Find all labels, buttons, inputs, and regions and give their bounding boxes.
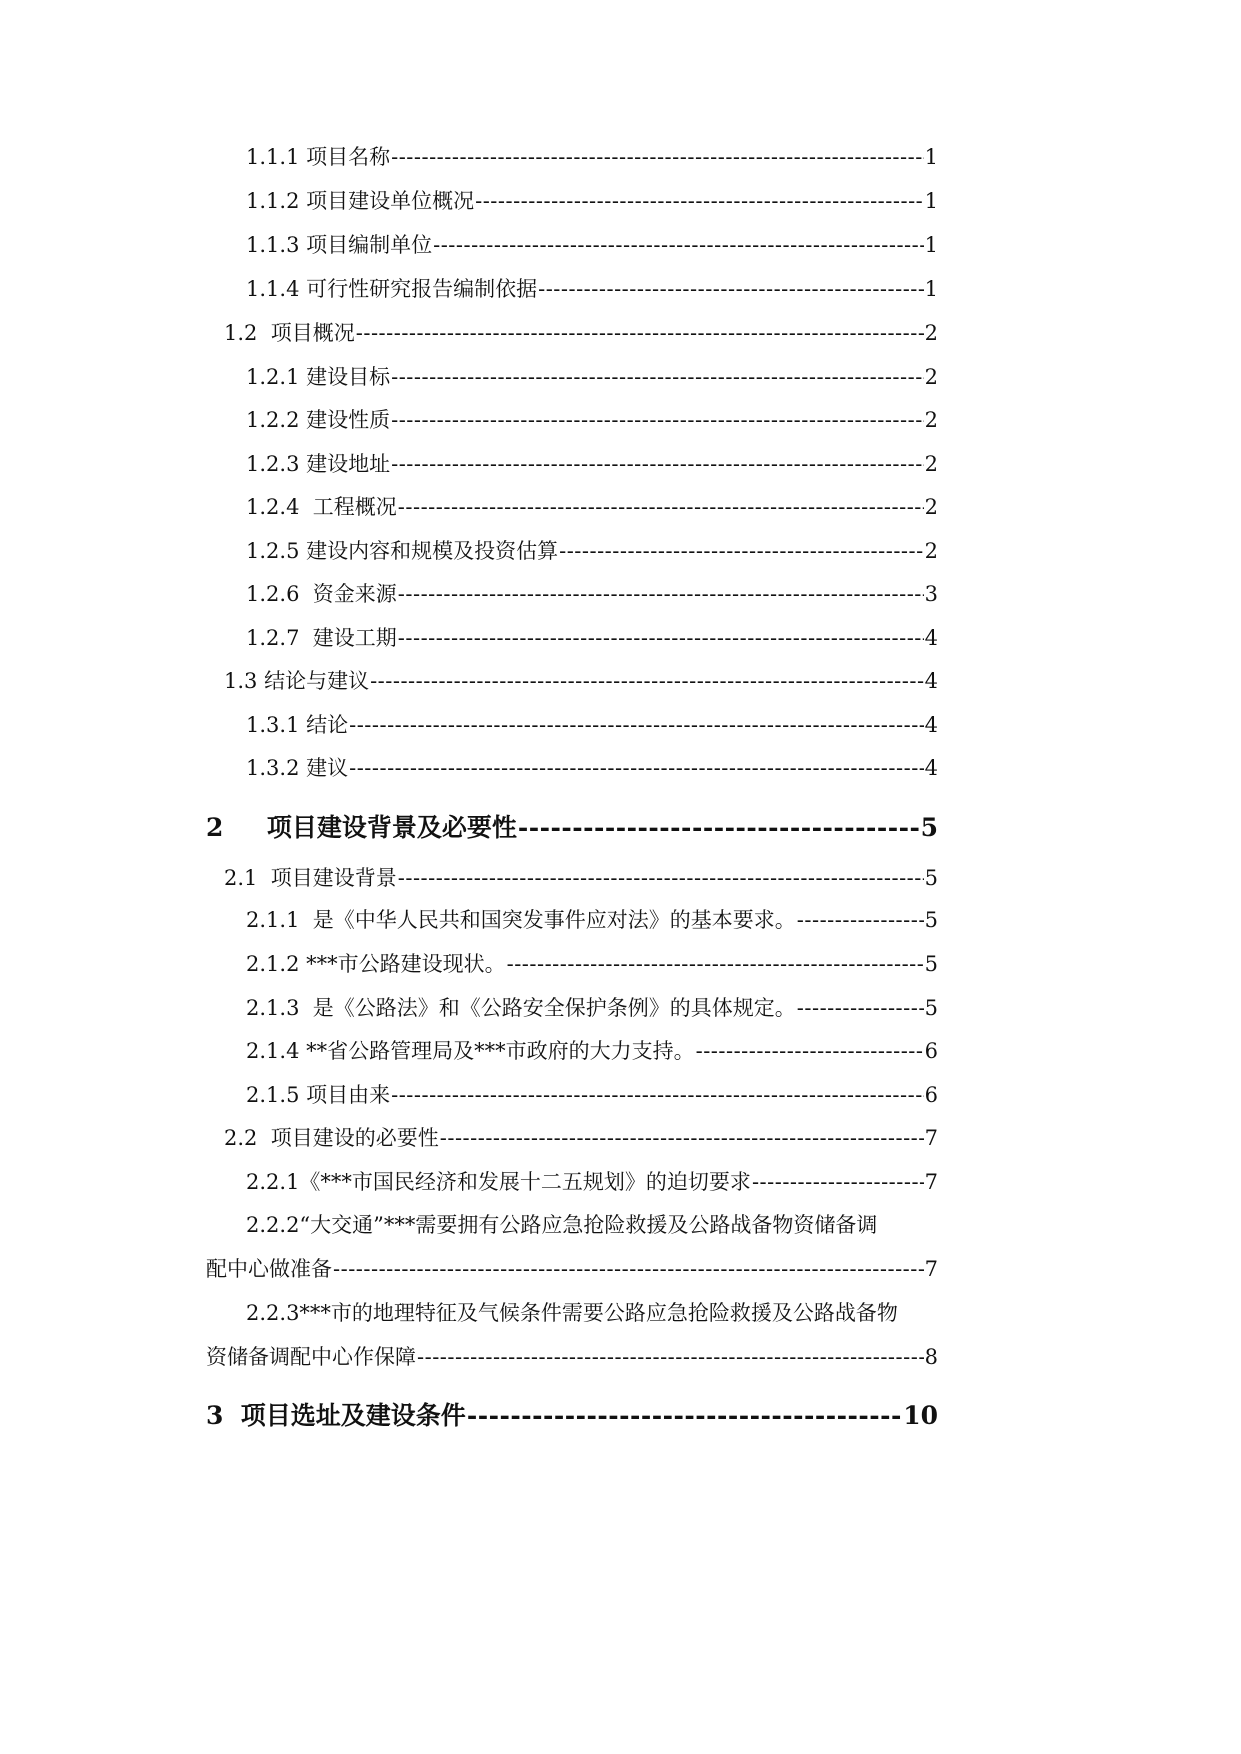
- toc-entry-2-1-1[interactable]: [246, 910, 938, 931]
- toc-entry-2-1-4[interactable]: [246, 1041, 938, 1062]
- toc-page-number: 1: [924, 233, 938, 257]
- toc-page-number: 7: [924, 1170, 938, 1194]
- toc-leader-dashes: [398, 584, 924, 605]
- toc-leader-dashes: [398, 497, 924, 518]
- toc-page-number: 2: [924, 495, 938, 519]
- toc-entry-1-2-5[interactable]: [246, 541, 938, 562]
- toc-entry-1-2-7[interactable]: [246, 628, 938, 649]
- toc-entry-2-1-3[interactable]: [246, 998, 938, 1019]
- toc-page-number: 6: [924, 1083, 938, 1107]
- toc-entry-title: 1.1.2 项目建设单位概况: [246, 189, 475, 213]
- toc-entry-title: 2.1.3 是《公路法》和《公路安全保护条例》的具体规定。: [246, 996, 796, 1020]
- toc-leader-dashes: [391, 1085, 924, 1106]
- toc-entry-2-2[interactable]: [224, 1128, 938, 1149]
- toc-entry-chapter-2[interactable]: [206, 815, 938, 840]
- toc-entry-1-2-4[interactable]: [246, 497, 938, 518]
- toc-entry-2-2-3-first-line[interactable]: 2.2.3***市的地理特征及气候条件需要公路应急抢险救援及公路战备物: [246, 1301, 898, 1325]
- toc-page-number: 6: [924, 1039, 938, 1063]
- toc-leader-dashes: [797, 998, 924, 1019]
- toc-entry-title: 1.2 项目概况: [224, 321, 355, 345]
- toc-page-number: 2: [924, 452, 938, 476]
- toc-leader-dashes: [391, 367, 924, 388]
- toc-entry-title: 1.2.2 建设性质: [246, 408, 391, 432]
- toc-leader-dashes: [559, 541, 924, 562]
- toc-entry-title: 1.3.2 建议: [246, 756, 349, 780]
- toc-entry-title: 1.3.1 结论: [246, 713, 349, 737]
- toc-entry-title: 1.1.3 项目编制单位: [246, 233, 433, 257]
- toc-leader-dashes: [398, 868, 924, 889]
- toc-page-number: 7: [924, 1126, 938, 1150]
- toc-entry-2-2-1[interactable]: [246, 1172, 938, 1193]
- toc-page-number: 4: [924, 626, 938, 650]
- toc-leader-dashes: [433, 235, 924, 256]
- toc-page-number: 4: [924, 713, 938, 737]
- toc-page-number: 10: [903, 1401, 938, 1430]
- toc-leader-dashes: [349, 758, 924, 779]
- toc-entry-continuation: 资储备调配中心作保障: [206, 1345, 416, 1369]
- toc-leader-dashes: [356, 323, 924, 344]
- toc-entry-title: 1.3 结论与建议: [224, 669, 370, 693]
- toc-page-number: 4: [924, 669, 938, 693]
- toc-page-number: 2: [924, 321, 938, 345]
- toc-entry-2-1-5[interactable]: [246, 1085, 938, 1106]
- toc-entry-1-1-4[interactable]: [246, 279, 938, 300]
- toc-entry-2-1[interactable]: [224, 868, 938, 889]
- toc-entry-continuation: 配中心做准备: [206, 1257, 332, 1281]
- toc-entry-title: 1.1.1 项目名称: [246, 145, 391, 169]
- toc-entry-1-3[interactable]: [224, 671, 938, 692]
- toc-page-number: 5: [924, 996, 938, 1020]
- toc-entry-title: 2.1.1 是《中华人民共和国突发事件应对法》的基本要求。: [246, 908, 796, 932]
- toc-leader-dashes: [391, 410, 924, 431]
- toc-page-number: 5: [924, 908, 938, 932]
- toc-entry-2-2-3[interactable]: [206, 1347, 938, 1368]
- toc-leader-dashes: [475, 191, 924, 212]
- toc-entry-2-2-2-first-line[interactable]: 2.2.2“大交通”***需要拥有公路应急抢险救援及公路战备物资储备调: [246, 1213, 878, 1237]
- toc-leader-dashes: [440, 1128, 924, 1149]
- toc-leader-dashes: [518, 815, 920, 840]
- toc-page-number: 4: [924, 756, 938, 780]
- toc-leader-dashes: [370, 671, 924, 692]
- toc-page-number: 2: [924, 539, 938, 563]
- toc-entry-1-2-1[interactable]: [246, 367, 938, 388]
- toc-entry-1-3-1[interactable]: [246, 715, 938, 736]
- toc-entry-1-2[interactable]: [224, 323, 938, 344]
- toc-entry-title: 3 项目选址及建设条件: [206, 1401, 466, 1430]
- toc-entry-1-2-3[interactable]: [246, 454, 938, 475]
- toc-entry-1-3-2[interactable]: [246, 758, 938, 779]
- toc-entry-title: 1.2.3 建设地址: [246, 452, 391, 476]
- toc-entry-title: 2.1.2 ***市公路建设现状。: [246, 952, 506, 976]
- toc-leader-dashes: [349, 715, 924, 736]
- toc-entry-title: 2 项目建设背景及必要性: [206, 813, 517, 842]
- toc-entry-title: 1.2.7 建设工期: [246, 626, 397, 650]
- toc-entry-2-1-2[interactable]: [246, 954, 938, 975]
- toc-page-number: 1: [924, 277, 938, 301]
- toc-page-number: 2: [924, 365, 938, 389]
- toc-page-number: 8: [924, 1345, 938, 1369]
- toc-entry-title: 2.1.5 项目由来: [246, 1083, 391, 1107]
- toc-leader-dashes: [467, 1403, 902, 1428]
- toc-entry-title: 1.2.4 工程概况: [246, 495, 397, 519]
- toc-leader-dashes: [696, 1041, 924, 1062]
- toc-entry-title: 2.2 项目建设的必要性: [224, 1126, 439, 1150]
- toc-leader-dashes: [417, 1347, 924, 1368]
- toc-entry-1-1-1[interactable]: [246, 147, 938, 168]
- toc-entry-1-2-2[interactable]: [246, 410, 938, 431]
- toc-page-number: 5: [924, 866, 938, 890]
- toc-leader-dashes: [398, 628, 924, 649]
- toc-entry-title: 2.2.1《***市国民经济和发展十二五规划》的迫切要求: [246, 1170, 751, 1194]
- toc-entry-title: 2.1 项目建设背景: [224, 866, 397, 890]
- toc-leader-dashes: [333, 1259, 924, 1280]
- toc-entry-1-1-3[interactable]: [246, 235, 938, 256]
- toc-page-number: 3: [924, 582, 938, 606]
- toc-leader-dashes: [391, 454, 924, 475]
- toc-page-number: 1: [924, 145, 938, 169]
- toc-entry-title: 1.2.6 资金来源: [246, 582, 397, 606]
- toc-page-number: 1: [924, 189, 938, 213]
- toc-leader-dashes: [538, 279, 924, 300]
- toc-entry-2-2-2[interactable]: [206, 1259, 938, 1280]
- toc-page-number: 7: [924, 1257, 938, 1281]
- toc-entry-title: 1.2.5 建设内容和规模及投资估算: [246, 539, 559, 563]
- toc-leader-dashes: [797, 910, 924, 931]
- toc-entry-1-2-6[interactable]: [246, 584, 938, 605]
- toc-entry-chapter-3[interactable]: [206, 1403, 938, 1428]
- toc-leader-dashes: [391, 147, 924, 168]
- toc-entry-title: 1.2.1 建设目标: [246, 365, 391, 389]
- toc-entry-title: 1.1.4 可行性研究报告编制依据: [246, 277, 538, 301]
- toc-page-number: 5: [920, 813, 938, 842]
- toc-page-number: 2: [924, 408, 938, 432]
- toc-entry-1-1-2[interactable]: [246, 191, 938, 212]
- toc-leader-dashes: [507, 954, 924, 975]
- toc-entry-title: 2.1.4 **省公路管理局及***市政府的大力支持。: [246, 1039, 695, 1063]
- toc-page-number: 5: [924, 952, 938, 976]
- toc-leader-dashes: [752, 1172, 924, 1193]
